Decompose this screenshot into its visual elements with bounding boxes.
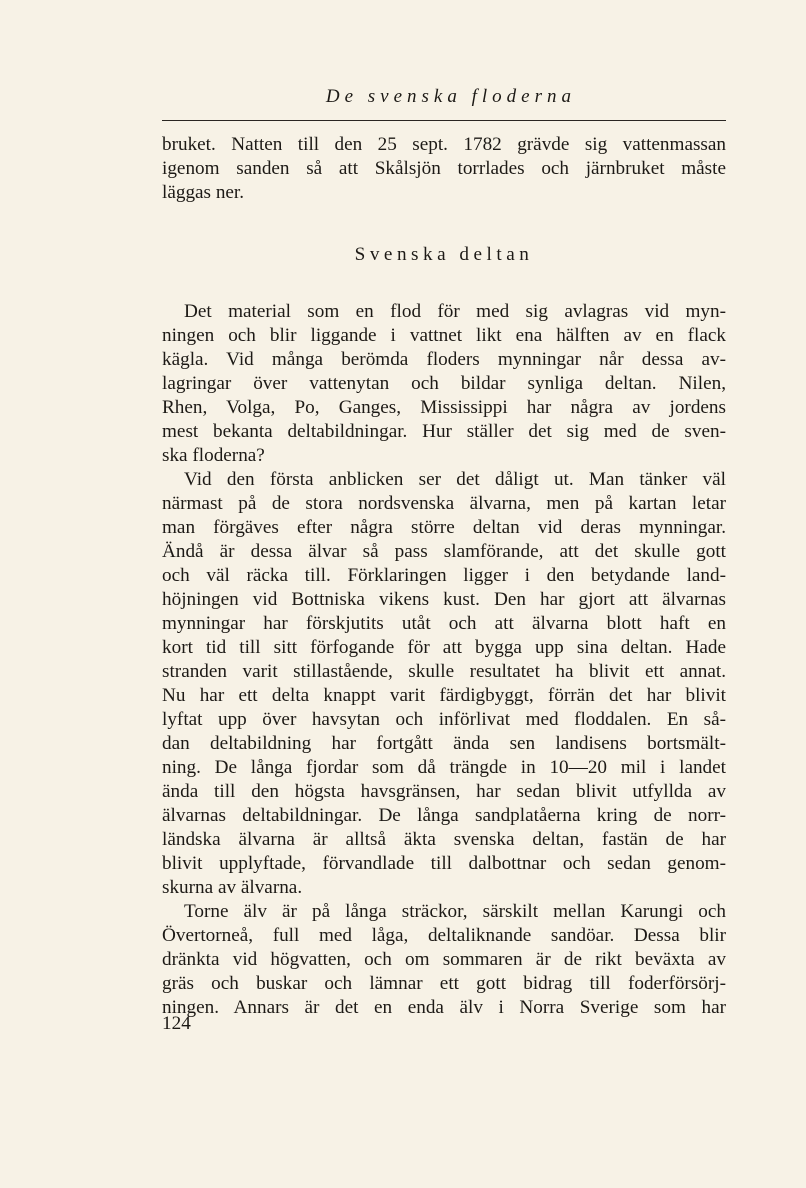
running-head bbox=[162, 86, 726, 108]
text-line: bruket. Natten till den 25 sept. 1782 grävde sig vattenmassan bbox=[162, 134, 726, 155]
text-line: stranden varit stillastående, skulle resultatet ha blivit ett annat. bbox=[162, 661, 726, 682]
text-line: kägla. Vid många berömda floders mynningar når dessa av- bbox=[162, 349, 726, 370]
text-line: Nu har ett delta knappt varit färdigbyggt, förrän det har blivit bbox=[162, 685, 726, 706]
text-line: mynningar har förskjutits utåt och att älvarna blott haft en bbox=[162, 613, 726, 634]
text-line: läggas ner. bbox=[162, 182, 245, 203]
text-line: man förgäves efter några större deltan vid deras mynningar. bbox=[162, 517, 726, 538]
text-line: Övertorneå, full med låga, deltaliknande sandöar. Dessa blir bbox=[162, 925, 726, 946]
text-line: ska floderna? bbox=[162, 445, 265, 466]
page-number: 124 bbox=[162, 1013, 191, 1034]
text-line: dränkta vid högvatten, och om sommaren är de rikt beväxta av bbox=[162, 949, 726, 970]
text-line: Ändå är dessa älvar så pass slamförande, att det skulle gott bbox=[162, 541, 726, 562]
intro-paragraph bbox=[162, 133, 726, 205]
text-line: Rhen, Volga, Po, Ganges, Mississippi har några av jordens bbox=[162, 397, 726, 418]
text-line: skurna av älvarna. bbox=[162, 877, 303, 898]
text-line: och väl räcka till. Förklaringen ligger i den betydande land- bbox=[162, 565, 726, 586]
text-line: ning. De långa fjordar som då trängde in 10—20 mil i landet bbox=[162, 757, 726, 778]
text-line: höjningen vid Bottniska vikens kust. Den har gjort att älvarnas bbox=[162, 589, 726, 610]
section-title: Svenska deltan bbox=[354, 244, 534, 265]
text-line: ningen och blir liggande i vattnet likt ena hälften av en flack bbox=[162, 325, 726, 346]
text-line: gräs och buskar och lämnar ett gott bidrag till foderförsörj- bbox=[162, 973, 726, 994]
text-line: Det material som en flod för med sig avlagras vid myn- bbox=[184, 301, 726, 322]
text-line: kort tid till sitt förfogande för att bygga upp sina deltan. Hade bbox=[162, 637, 726, 658]
paragraph-2 bbox=[162, 468, 726, 900]
text-line: älvarnas deltabildningar. De långa sandplatåerna kring de norr- bbox=[162, 805, 726, 826]
text-line: närmast på de stora nordsvenska älvarna, men på kartan letar bbox=[162, 493, 726, 514]
text-line: blivit upplyftade, förvandlade till dalbottnar och sedan genom- bbox=[162, 853, 726, 874]
text-line: ländska älvarna är alltså äkta svenska deltan, fastän de har bbox=[162, 829, 726, 850]
text-line: Torne älv är på långa sträckor, särskilt mellan Karungi och bbox=[184, 901, 726, 922]
text-line: Vid den första anblicken ser det dåligt ut. Man tänker väl bbox=[184, 469, 726, 490]
text-line: igenom sanden så att Skålsjön torrlades och järnbruket måste bbox=[162, 158, 726, 179]
paragraph-1 bbox=[162, 300, 726, 468]
text-line: ända till den högsta havsgränsen, har sedan blivit utfyllda av bbox=[162, 781, 726, 802]
text-line: mest bekanta deltabildningar. Hur ställer det sig med de sven- bbox=[162, 421, 726, 442]
text-line: lagringar över vattenytan och bildar synliga deltan. Nilen, bbox=[162, 373, 726, 394]
header-rule bbox=[162, 120, 726, 121]
body-text bbox=[162, 133, 726, 1020]
text-line: ningen. Annars är det en enda älv i Norra Sverige som har bbox=[162, 997, 726, 1018]
text-line: dan deltabildning har fortgått ända sen landisens bortsmält- bbox=[162, 733, 726, 754]
paragraph-3 bbox=[162, 900, 726, 1020]
text-line: lyftat upp över havsytan och införlivat med floddalen. En så- bbox=[162, 709, 726, 730]
running-head-text: De svenska floderna bbox=[325, 86, 576, 107]
